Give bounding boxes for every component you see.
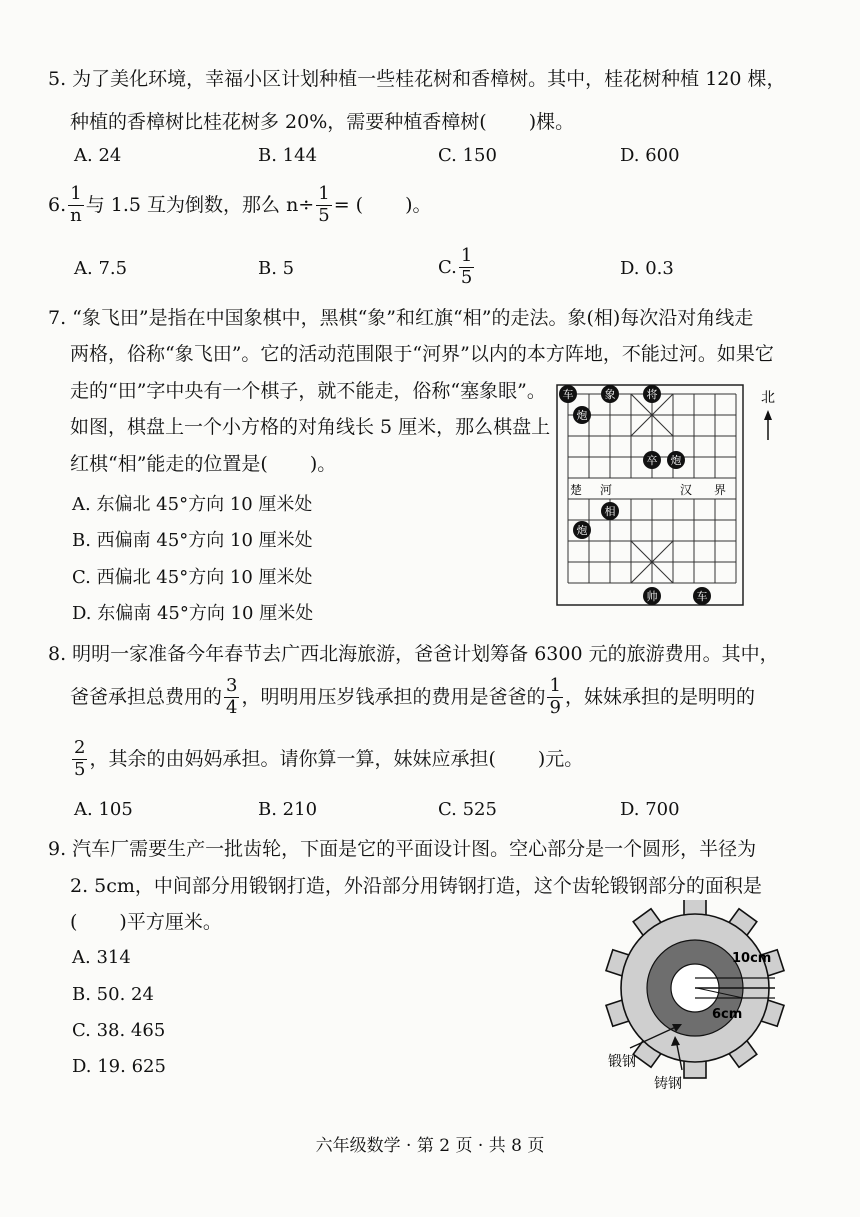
piece-red-che: [693, 587, 711, 605]
q7-line1: 7. “象飞田”是指在中国象棋中，黑棋“象”和红旗“相”的走法。象(相)每次沿对角线走: [48, 307, 754, 329]
gear-outer-cast-steel: [606, 900, 784, 1078]
frac-den: 9: [549, 696, 561, 718]
q7-option-d: D. 东偏南 45°方向 10 厘米处: [72, 603, 314, 624]
river-label-han: 汉: [680, 483, 693, 497]
q5-option-c: C. 150: [438, 145, 497, 166]
chess-board-diagram: [556, 384, 786, 608]
q7-option-a: A. 东偏北 45°方向 10 厘米处: [72, 494, 313, 515]
frac-den: 5: [318, 204, 330, 226]
q6-option-d: D. 0.3: [620, 258, 674, 279]
q6-number: 6.: [48, 193, 67, 216]
frac-num: 1: [460, 245, 473, 266]
north-label: 北: [761, 390, 775, 406]
piece-black-pao-2: [667, 451, 685, 469]
q8-line2: [70, 676, 755, 718]
q8-option-d: D. 700: [620, 799, 680, 820]
frac-num: 1: [70, 183, 82, 204]
q5-line1: 5. 为了美化环境，幸福小区计划种植一些桂花树和香樟树。其中，桂花树种植 120 棵，: [48, 68, 786, 90]
frac-num: 1: [549, 675, 561, 696]
frac-den: 5: [460, 266, 473, 288]
q7-line5-text: 红棋“相”能走的位置是(: [70, 453, 268, 475]
frac-num: 2: [74, 737, 86, 758]
page-footer: 六年级数学 · 第 2 页 · 共 8 页: [315, 1136, 545, 1156]
svg-text:炮: 炮: [576, 409, 588, 422]
q7-line4: 如图，棋盘上一个小方格的对角线长 5 厘米，那么棋盘上: [70, 416, 551, 438]
fraction-2-over-5: [72, 738, 87, 780]
q5-line2-text: 种植的香樟树比桂花树多 20%，需要种植香樟树(: [70, 111, 487, 133]
north-arrow-icon: [764, 410, 772, 440]
piece-red-shuai: [643, 587, 661, 605]
piece-red-xiang: [601, 502, 619, 520]
label-forged-steel: 锻钢: [608, 1054, 636, 1070]
q8-text-c: ，妹妹承担的是明明的: [564, 685, 755, 708]
frac-den: 4: [226, 696, 238, 718]
q8-text-b: ，明明用压岁钱承担的费用是爸爸的: [241, 685, 546, 708]
svg-text:炮: 炮: [576, 524, 588, 537]
q9-line2: 2. 5cm，中间部分用锻钢打造，外沿部分用铸钢打造，这个齿轮锻钢部分的面积是: [70, 875, 762, 897]
q9-option-c: C. 38. 465: [72, 1020, 166, 1041]
q7-line3: 走的“田”字中央有一个棋子，就不能走，俗称“塞象眼”。: [70, 380, 546, 402]
svg-text:卒: 卒: [646, 454, 658, 467]
fraction-1-over-5: [316, 184, 331, 226]
piece-red-pao: [573, 521, 591, 539]
q7-option-b: B. 西偏南 45°方向 10 厘米处: [72, 530, 313, 551]
frac-den: n: [70, 204, 82, 226]
q9-line3-end: )平方厘米。: [119, 911, 222, 933]
svg-text:车: 车: [696, 590, 708, 603]
q8-option-c: C. 525: [438, 799, 497, 820]
q8-text-d: ，其余的由妈妈承担。请你算一算，妹妹应承担(: [89, 747, 496, 770]
q9-option-b: B. 50. 24: [72, 984, 154, 1005]
label-6cm: 6cm: [712, 1007, 743, 1022]
q6-option-c: [438, 246, 476, 288]
label-10cm: 10cm: [732, 951, 772, 966]
svg-text:帅: 帅: [646, 590, 658, 603]
q6-option-c-label: C.: [438, 256, 457, 278]
piece-black-xiang: [601, 385, 619, 403]
frac-den: 5: [74, 758, 86, 780]
q8-line1: 8. 明明一家准备今年春节去广西北海旅游，爸爸计划筹备 6300 元的旅游费用。其中，: [48, 643, 779, 665]
q7-line2: 两格，俗称“象飞田”。它的活动范围限于“河界”以内的本方阵地，不能过河。如果它: [70, 343, 774, 365]
fraction-1-over-5: [459, 246, 474, 288]
q5-option-d: D. 600: [620, 145, 680, 166]
q9-line3: [70, 911, 222, 934]
svg-text:象: 象: [604, 388, 616, 401]
q6-option-b: B. 5: [258, 258, 295, 279]
q8-text-e: )元。: [537, 747, 584, 770]
frac-num: 1: [318, 183, 330, 204]
q7-line5: [70, 453, 336, 476]
river-label-jie: 界: [714, 483, 727, 497]
q8-option-a: A. 105: [74, 799, 133, 820]
q7-option-c: C. 西偏北 45°方向 10 厘米处: [72, 567, 313, 588]
label-cast-steel: 铸钢: [654, 1076, 682, 1092]
q5-option-a: A. 24: [74, 145, 122, 166]
frac-num: 3: [226, 675, 238, 696]
q9-option-d: D. 19. 625: [72, 1056, 166, 1077]
piece-black-pao: [573, 406, 591, 424]
q6-line: [48, 184, 431, 226]
q5-line2-end: )棵。: [528, 111, 575, 133]
fraction-1-over-n: [68, 184, 84, 226]
piece-black-zu: [643, 451, 661, 469]
river-label-chu: 楚: [570, 483, 583, 497]
q8-text-a: 爸爸承担总费用的: [70, 685, 223, 708]
q6-text-close: )。: [405, 193, 432, 216]
fraction-1-over-9: [547, 676, 562, 718]
q7-line5-end: )。: [309, 453, 337, 475]
q8-option-b: B. 210: [258, 799, 318, 820]
svg-text:车: 车: [562, 388, 574, 401]
q9-paren-open: (: [70, 911, 78, 933]
q8-line3: [70, 738, 583, 780]
piece-black-jiang: [643, 385, 661, 403]
svg-text:将: 将: [646, 388, 658, 401]
q9-option-a: A. 314: [72, 947, 131, 968]
q5-line2: [70, 111, 574, 134]
q9-line1: 9. 汽车厂需要生产一批齿轮，下面是它的平面设计图。空心部分是一个圆形，半径为: [48, 838, 757, 860]
svg-text:相: 相: [604, 505, 616, 518]
q6-text-end: = (: [333, 193, 364, 216]
river-label-he: 河: [600, 483, 613, 497]
q6-text-mid: 与 1.5 互为倒数，那么 n÷: [85, 193, 315, 216]
fraction-3-over-4: [224, 676, 239, 718]
board-grid: [568, 394, 736, 583]
svg-text:炮: 炮: [670, 454, 682, 467]
q5-option-b: B. 144: [258, 145, 318, 166]
q6-option-a: A. 7.5: [74, 258, 128, 279]
gear-diagram: [600, 900, 810, 1100]
piece-black-che: [559, 385, 577, 403]
